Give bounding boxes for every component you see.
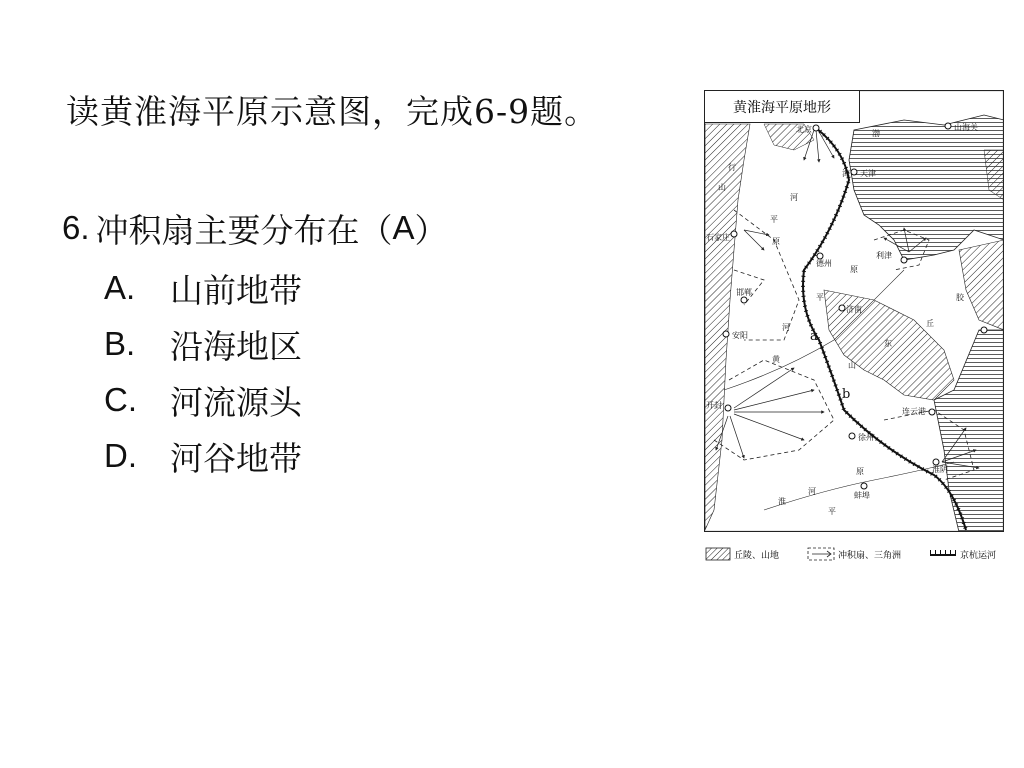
option-letter: B. [104, 325, 136, 362]
label-he2: 河 [782, 323, 790, 332]
option-text: 河谷地带 [170, 438, 302, 478]
label-jiao: 胶 [956, 293, 964, 302]
label-tianjin: 天津 [860, 169, 876, 178]
label-lianyungang: 连云港 [902, 407, 926, 416]
legend-hills-swatch [706, 548, 730, 560]
option-d [104, 428, 448, 484]
option-letter: C. [104, 381, 137, 418]
option-text: 沿海地区 [170, 326, 302, 366]
option-text: 河流源头 [170, 382, 302, 422]
label-ping2: 平 [816, 293, 824, 302]
option-c [104, 372, 448, 428]
label-bo: 渤 [872, 129, 880, 138]
label-shanhaiguan: 山海关 [954, 123, 978, 132]
label-yuan3: 原 [856, 467, 864, 476]
label-shan-west: 山 [718, 183, 726, 192]
question-answer: A [392, 209, 415, 246]
label-he1: 河 [790, 193, 798, 202]
label-ping3: 平 [828, 507, 836, 516]
question-stem-close: ） [414, 210, 448, 250]
label-jinan: 济南 [846, 305, 862, 314]
intro-text: 读黄淮海平原示意图，完成6-9题。 [66, 92, 599, 131]
label-yuan2: 原 [850, 265, 858, 274]
label-huai: 淮 [778, 497, 786, 506]
label-handan: 邯郸 [736, 288, 752, 297]
label-yuan1: 原 [772, 237, 780, 246]
legend-canal-label: 京杭运河 [960, 551, 997, 561]
legend-fan-label: 冲积扇、三角洲 [838, 551, 902, 561]
label-hai: 海 [842, 169, 850, 178]
label-anyang: 安阳 [732, 331, 748, 340]
label-shan-east: 山 [848, 361, 856, 370]
label-dong: 东 [884, 339, 892, 348]
option-letter: D. [104, 437, 137, 474]
label-a: a [810, 329, 818, 344]
question-stem-line [62, 200, 448, 256]
label-dezhou: 德州 [816, 259, 832, 268]
option-letter: A. [104, 269, 136, 306]
map-legend [704, 544, 1004, 564]
label-huaiyin: 淮阴 [932, 465, 948, 474]
question-6 [62, 200, 448, 484]
legend-hills-label: 丘陵、山地 [734, 551, 780, 561]
label-he3: 河 [808, 487, 816, 496]
option-b [104, 316, 448, 372]
label-ping1: 平 [770, 215, 778, 224]
label-hang: 行 [728, 163, 736, 172]
label-bengbu: 蚌埠 [854, 491, 870, 500]
label-b: b [842, 387, 851, 402]
map-title: 黄淮海平原地形 [733, 100, 831, 116]
option-text: 山前地带 [170, 270, 302, 310]
label-kaifeng: 开封 [706, 401, 722, 410]
label-shijiazhuang: 石家庄 [706, 233, 730, 242]
option-list [104, 260, 448, 484]
question-stem: 冲积扇主要分布在（ [95, 210, 393, 250]
huanghuaihai-plain-map [704, 90, 1004, 532]
label-beijing: 北京 [796, 125, 812, 134]
label-lijin: 利津 [876, 251, 892, 260]
label-xuzhou: 徐州 [858, 433, 874, 442]
question-number: 6. [62, 209, 90, 246]
label-qiu: 丘 [926, 319, 934, 328]
label-huang: 黄 [772, 355, 780, 364]
option-a [104, 260, 448, 316]
